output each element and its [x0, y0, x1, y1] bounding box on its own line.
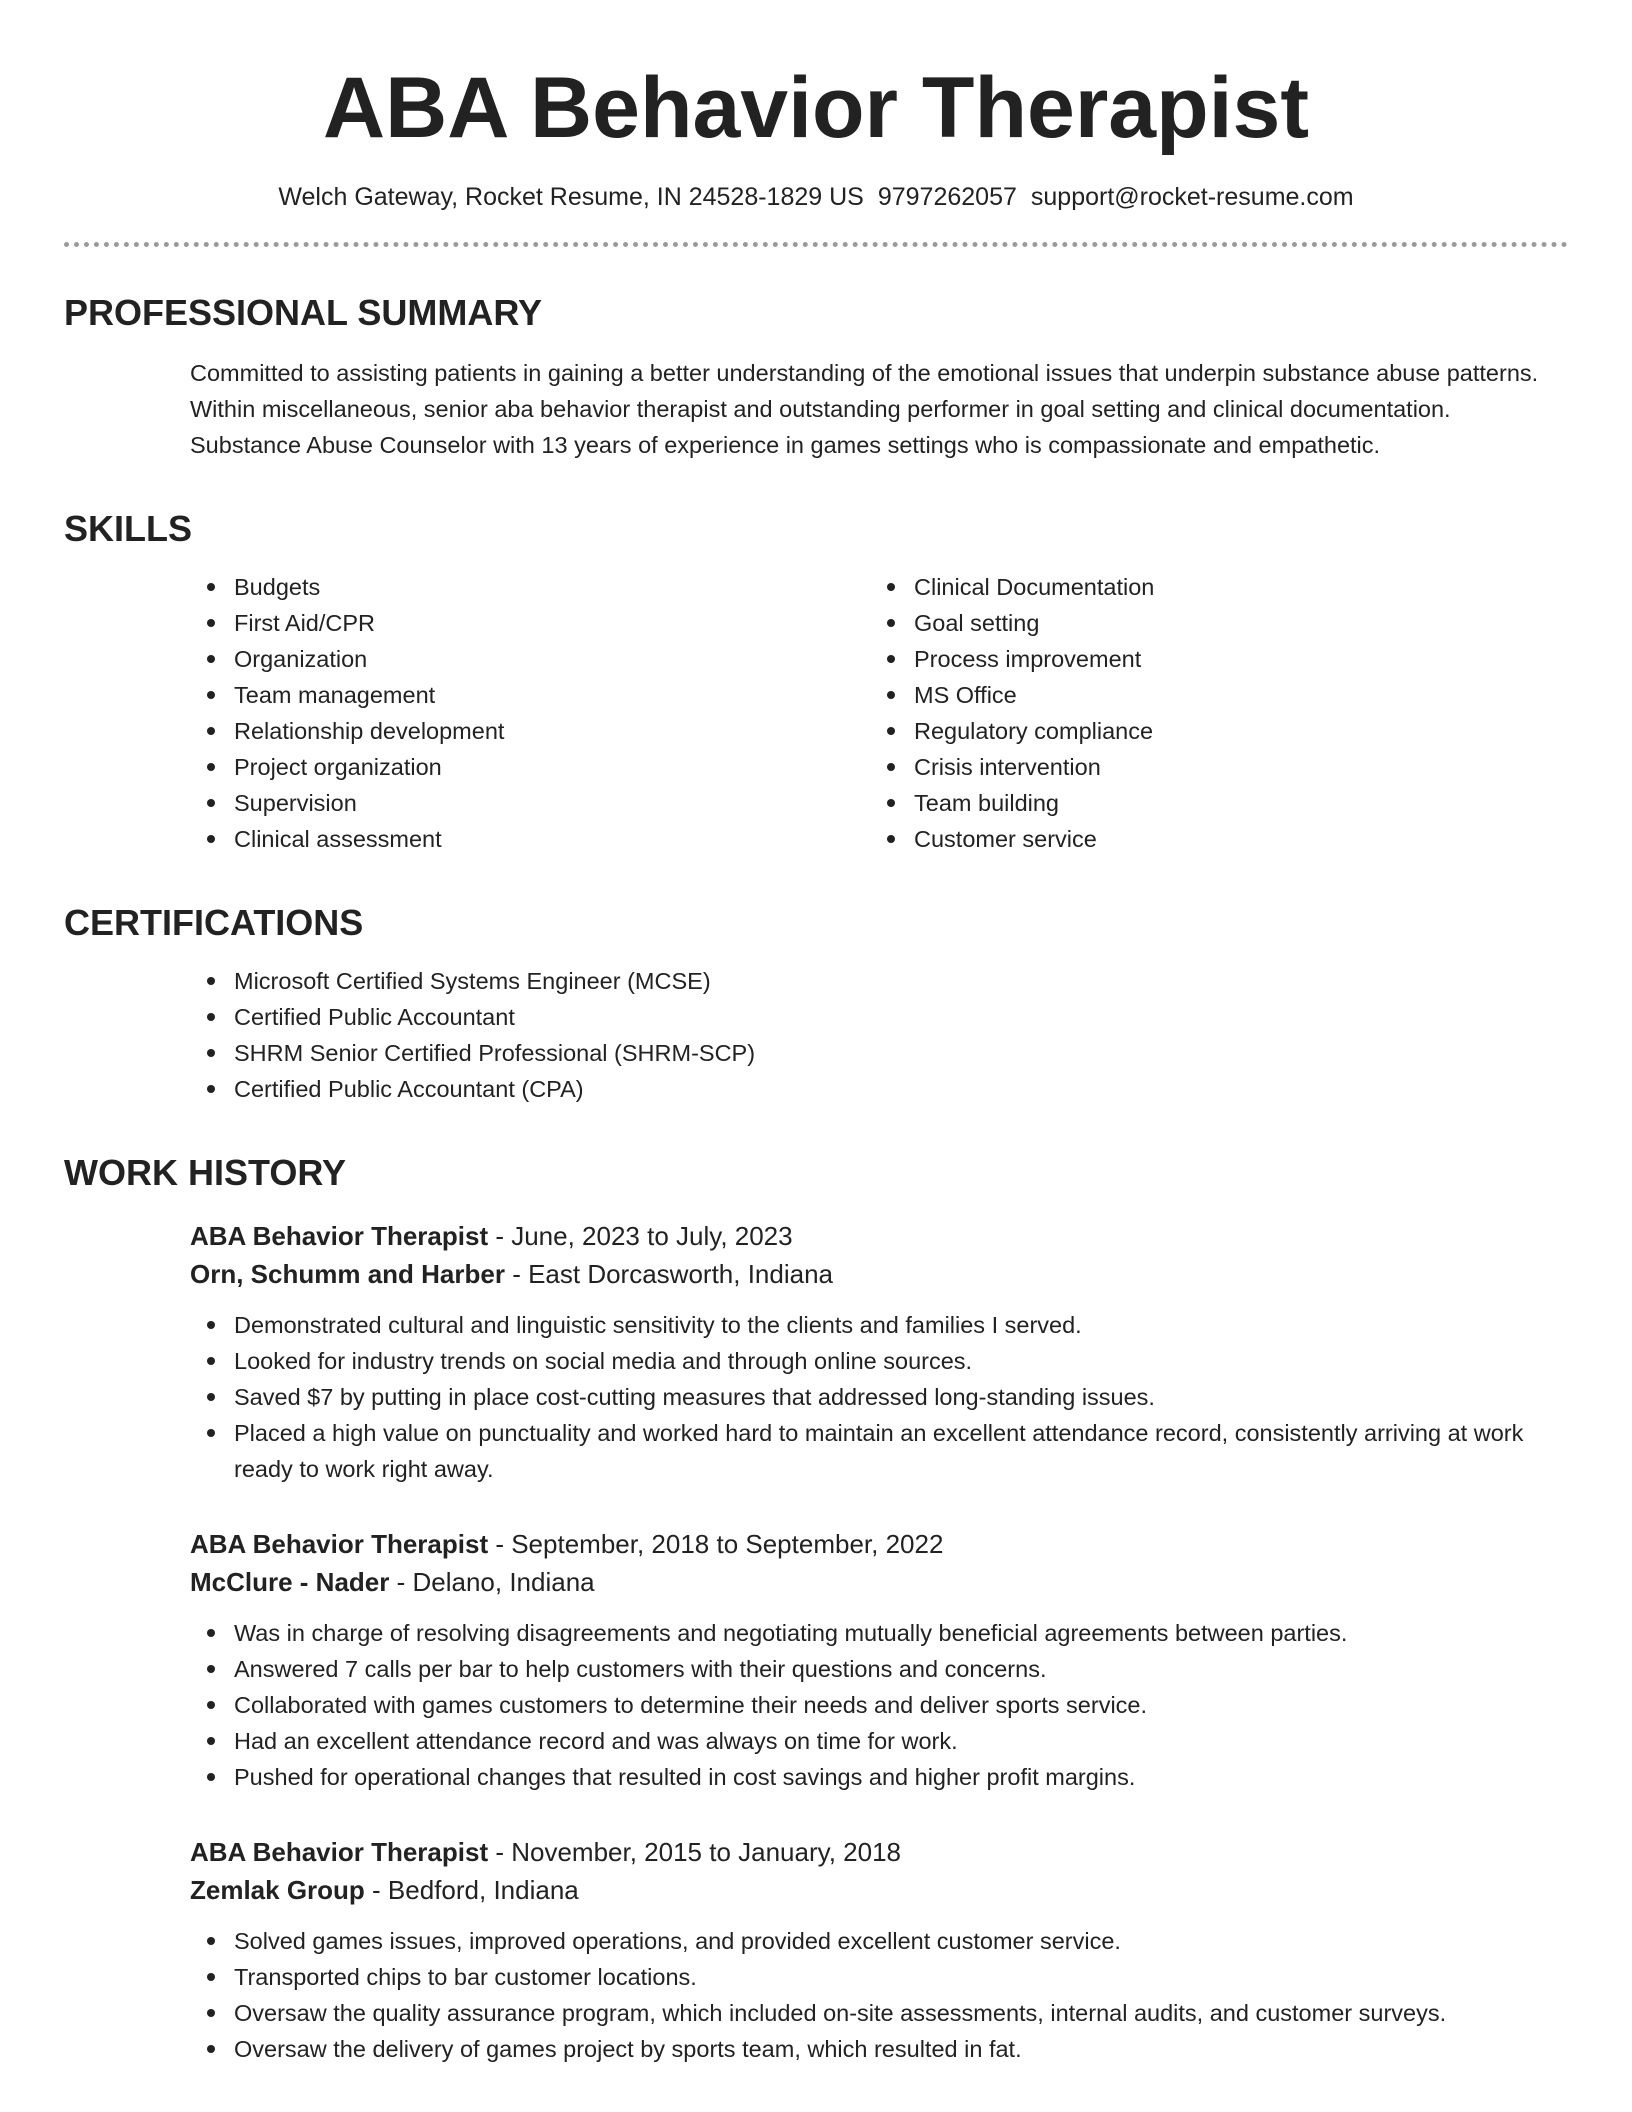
job-company-line: [190, 1871, 1568, 1909]
skill-item: Regulatory compliance: [870, 713, 1550, 749]
job-bullet: Answered 7 calls per bar to help customers with their questions and concerns.: [190, 1651, 1568, 1687]
job-dates: - June, 2023 to July, 2023: [488, 1221, 793, 1251]
certifications-list: [190, 963, 1568, 1107]
job-bullets: [190, 1923, 1568, 2067]
job-bullet: Placed a high value on punctuality and worked hard to maintain an excellent attendance record, consistently arriving at work ready to work right away.: [190, 1415, 1568, 1487]
skill-item: MS Office: [870, 677, 1550, 713]
job-company-line: [190, 1563, 1568, 1601]
job-bullet: Oversaw the quality assurance program, which included on-site assessments, internal audits, and customer surveys.: [190, 1995, 1568, 2031]
resume-header: [64, 0, 1568, 247]
skill-item: Process improvement: [870, 641, 1550, 677]
skill-item: Team building: [870, 785, 1550, 821]
section-title-certifications: CERTIFICATIONS: [64, 902, 364, 943]
job-title: ABA Behavior Therapist: [190, 1529, 489, 1559]
job-dates: - November, 2015 to January, 2018: [488, 1837, 901, 1867]
skills-list-left: [190, 569, 870, 857]
certification-item: Certified Public Accountant (CPA): [190, 1071, 1568, 1107]
skill-item: Customer service: [870, 821, 1550, 857]
job-title: ABA Behavior Therapist: [190, 1221, 489, 1251]
work-history-section: [190, 1217, 1568, 2067]
job-bullet: Pushed for operational changes that resulted in cost savings and higher profit margins.: [190, 1759, 1568, 1795]
candidate-name: ABA Behavior Therapist: [322, 60, 1310, 156]
skill-item: Goal setting: [870, 605, 1550, 641]
job-location: - East Dorcasworth, Indiana: [504, 1259, 834, 1289]
summary-text: Committed to assisting patients in gaining a better understanding of the emotional issues that underpin substance abuse patterns. Within miscellaneous, senior aba behavior therapist and outstanding performer in goal setting and clinical documentation. Substance Abuse Counselor with 13 years of experience in games settings who is compassionate and empathetic.: [190, 360, 1539, 458]
job-title-line: [190, 1217, 1568, 1255]
job-bullets: [190, 1615, 1568, 1795]
skill-item: Clinical assessment: [190, 821, 870, 857]
contact-phone: 9797262057: [877, 183, 1017, 211]
job-company: McClure - Nader: [190, 1567, 390, 1597]
skills-section: [190, 569, 1568, 857]
skill-item: Crisis intervention: [870, 749, 1550, 785]
certification-item: Certified Public Accountant: [190, 999, 1568, 1035]
skill-item: Budgets: [190, 569, 870, 605]
skill-item: Supervision: [190, 785, 870, 821]
contact-email: support@rocket-resume.com: [1030, 183, 1354, 211]
job-bullet: Had an excellent attendance record and was always on time for work.: [190, 1723, 1568, 1759]
job-bullet: Looked for industry trends on social media and through online sources.: [190, 1343, 1568, 1379]
skill-item: First Aid/CPR: [190, 605, 870, 641]
job-title: ABA Behavior Therapist: [190, 1837, 489, 1867]
certification-item: Microsoft Certified Systems Engineer (MCSE): [190, 963, 1568, 999]
header-divider: [64, 242, 1568, 247]
job-bullet: Demonstrated cultural and linguistic sensitivity to the clients and families I served.: [190, 1307, 1568, 1343]
contact-line: [64, 180, 1568, 214]
skill-item: Relationship development: [190, 713, 870, 749]
skill-item: Project organization: [190, 749, 870, 785]
job-bullet: Collaborated with games customers to determine their needs and deliver sports service.: [190, 1687, 1568, 1723]
certifications-section: [190, 963, 1568, 1107]
contact-address: Welch Gateway, Rocket Resume, IN 24528-1829 US: [278, 183, 864, 211]
job-title-line: [190, 1525, 1568, 1563]
job-location: - Delano, Indiana: [389, 1567, 595, 1597]
job-bullet: Was in charge of resolving disagreements and negotiating mutually beneficial agreements between parties.: [190, 1615, 1568, 1651]
section-title-work-history: WORK HISTORY: [64, 1152, 347, 1193]
job-dates: - September, 2018 to September, 2022: [488, 1529, 944, 1559]
job-bullet: Solved games issues, improved operations, and provided excellent customer service.: [190, 1923, 1568, 1959]
section-title-summary: PROFESSIONAL SUMMARY: [64, 292, 543, 333]
job-entry: [190, 1217, 1568, 1487]
job-company: Zemlak Group: [190, 1875, 365, 1905]
section-title-skills: SKILLS: [64, 508, 193, 549]
job-bullet: Transported chips to bar customer locations.: [190, 1959, 1568, 1995]
skills-list-right: [870, 569, 1550, 857]
job-bullets: [190, 1307, 1568, 1487]
skills-grid: [190, 569, 1568, 857]
job-bullet: Saved $7 by putting in place cost-cutting measures that addressed long-standing issues.: [190, 1379, 1568, 1415]
skill-item: Organization: [190, 641, 870, 677]
job-location: - Bedford, Indiana: [364, 1875, 579, 1905]
job-entry: [190, 1525, 1568, 1795]
job-entry: [190, 1833, 1568, 2067]
skill-item: Team management: [190, 677, 870, 713]
job-company: Orn, Schumm and Harber: [190, 1259, 505, 1289]
skill-item: Clinical Documentation: [870, 569, 1550, 605]
job-title-line: [190, 1833, 1568, 1871]
job-company-line: [190, 1255, 1568, 1293]
certification-item: SHRM Senior Certified Professional (SHRM-SCP): [190, 1035, 1568, 1071]
job-bullet: Oversaw the delivery of games project by sports team, which resulted in fat.: [190, 2031, 1568, 2067]
